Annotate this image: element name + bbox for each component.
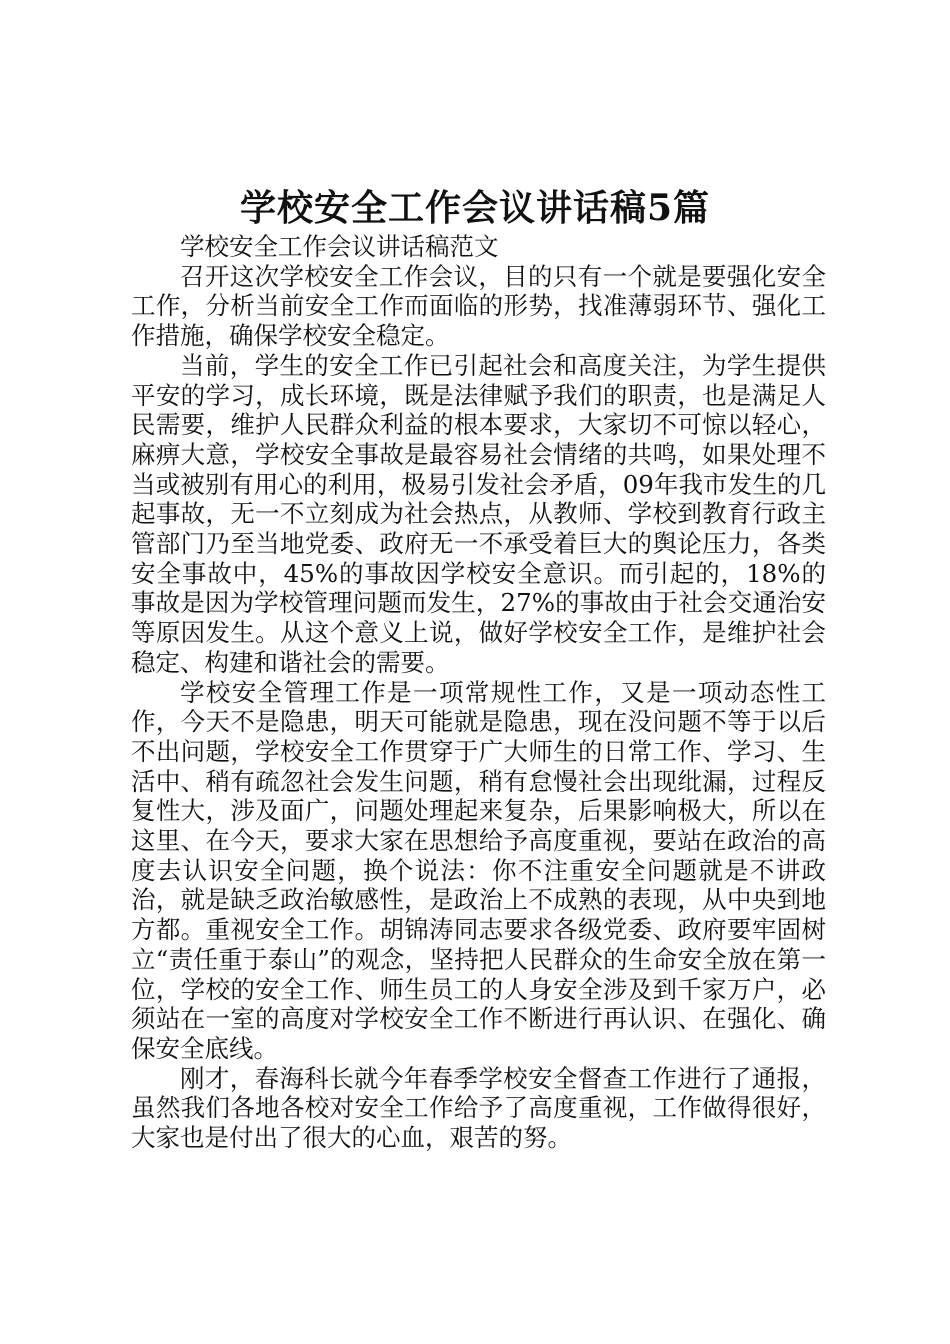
paragraph: 当前，学生的安全工作已引起社会和高度关注，为学生提供平安的学习，成长环境，既是法律赋予我们的职责，也是满足人民需要，维护人民群众利益的根本要求，大家切不可惊以轻心，麻痹大意，学校安全事故是最容易社会情绪的共鸣，如果处理不当或被别有用心的利用，极易引发社会矛盾，09年我市发生的几起事故，无一不立刻成为社会热点，从教师、学校到教育行政主管部门乃至当地党委、政府无一不承受着巨大的舆论压力，各类安全事故中，45%的事故因学校安全意识。而引起的，18%的事故是因为学校管理问题而发生，27%的事故由于社会交通治安等原因发生。从这个意义上说，做好学校安全工作，是维护社会稳定、构建和谐社会的需要。 [131,350,826,677]
paragraph: 刚才，春海科长就今年春季学校安全督查工作进行了通报，虽然我们各地各校对安全工作给予了高度重视，工作做得很好，大家也是付出了很大的心血，艰苦的努。 [131,1063,826,1153]
document-title: 学校安全工作会议讲话稿5篇 [239,187,711,229]
paragraph: 召开这次学校安全工作会议，目的只有一个就是要强化安全工作，分析当前安全工作而面临的形势，找准薄弱环节、强化工作措施，确保学校安全稳定。 [131,261,826,351]
paragraph: 学校安全管理工作是一项常规性工作，又是一项动态性工作，今天不是隐患，明天可能就是隐患，现在没问题不等于以后不出问题，学校安全工作贯穿于广大师生的日常工作、学习、生活中、稍有疏忽社会发生问题，稍有怠慢社会出现纰漏，过程反复性大，涉及面广，问题处理起来复杂，后果影响极大，所以在这里、在今天，要求大家在思想给予高度重视，要站在政治的高度去认识安全问题，换个说法：你不注重安全问题就是不讲政治，就是缺乏政治敏感性，是政治上不成熟的表现，从中央到地方都。重视安全工作。胡锦涛同志要求各级党委、政府要牢固树立“责任重于泰山”的观念，坚持把人民群众的生命安全放在第一位，学校的安全工作、师生员工的人身安全涉及到千家万户，必须站在一室的高度对学校安全工作不断进行再认识、在强化、确保安全底线。 [131,677,826,1063]
document-body [131,232,826,1153]
paragraph-subtitle: 学校安全工作会议讲话稿范文 [180,232,499,261]
